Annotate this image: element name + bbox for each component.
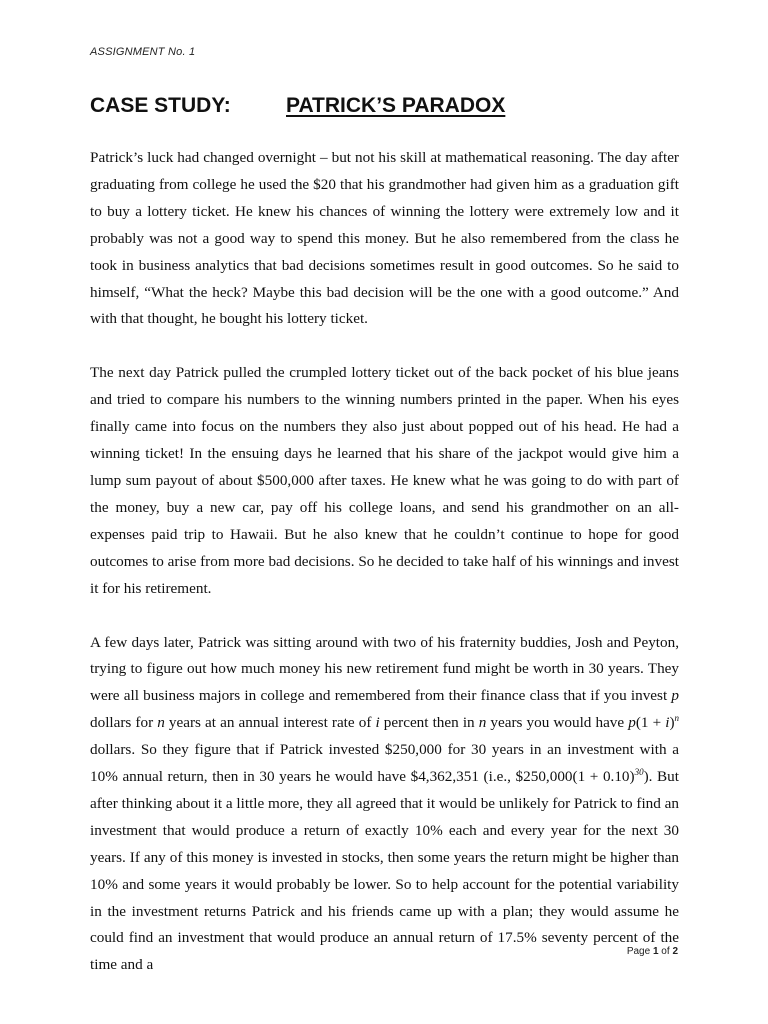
title-row <box>90 94 690 124</box>
case-study-heading: CASE STUDY: <box>90 94 231 117</box>
exponent-30: 30 <box>634 767 644 778</box>
p3-text: years at an annual interest rate of <box>164 714 376 732</box>
formula-var-i: i <box>665 714 670 732</box>
formula-exponent-n: n <box>674 713 680 724</box>
page-number: Page 1 of 2 <box>626 946 678 957</box>
p3-text: percent then in <box>379 714 479 732</box>
paragraph-2: The next day Patrick pulled the crumpled lottery ticket out of the back pocket of his blue jeans and tried to compare his numbers to the winning numbers printed in the paper. When his eyes finally came into focus on the numbers they also just about popped out of his head. He had a winning ticket! In the ensuing days he learned that his share of the jackpot would give him a lump sum payout of about $500,000 after taxes. He knew what he was going to do with part of the money, buy a new car, pay off his college loans, and send his grandmother on an all-expenses paid trip to Hawaii. But he also knew that he couldn’t continue to hope for good outcomes to arise from more bad decisions. So he decided to take half of his winnings and invest it for his retirement. <box>90 364 679 597</box>
formula-var-p: p <box>628 714 636 732</box>
p3-text: A few days later, Patrick was sitting around with two of his fraternity buddies, Josh and Peyton, trying to figure out how much money his new retirement fund might be worth in 30 years. They were all business majors in college and remembered from their finance class that if you invest <box>90 633 679 705</box>
p3-text: dollars for <box>90 714 158 732</box>
case-study-title: PATRICK’S PARADOX <box>286 94 506 117</box>
total-pages: 2 <box>672 946 678 957</box>
formula-text: (1 + <box>635 714 666 732</box>
var-i: i <box>375 714 380 732</box>
current-page: 1 <box>652 946 659 957</box>
formula-text: ) <box>669 714 675 732</box>
paragraph-1: Patrick’s luck had changed overnight – but not his skill at mathematical reasoning. The day after graduating from college he used the $20 that his grandmother had given him as a graduation gift to buy a lottery ticket. He knew his chances of winning the lottery were extremely low and it probably was not a good way to spend this money. But he also remembered from the class he took in business analytics that bad decisions sometimes result in good outcomes. So he said to himself, “What the heck? Maybe this bad decision will be the one with a good outcome.” And with that thought, he bought his lottery ticket. <box>90 149 679 328</box>
p3-text: ). But after thinking about it a little more, they all agreed that it would be unlikely for Patrick to find an investment that would produce a return of exactly 10% each and every year for the next 30 years. If any of this money is invested in stocks, then some years the return might be higher than 10% and some years it would probably be lower. So to help account for the potential variability in the investment returns Patrick and his friends came up with a plan; they would assume he could find an investment that would produce an annual return of 17.5% seventy percent of the time and a <box>90 768 679 974</box>
p3-text: years you would have <box>486 714 629 732</box>
var-p: p <box>671 687 679 705</box>
p3-text: dollars. So they figure that if Patrick invested $250,000 for 30 years in an investment with a 10% annual return, then in 30 years he would have $4,362,351 (i.e., $250,000(1 + 0.10) <box>90 741 679 786</box>
paragraph-3 <box>90 630 679 980</box>
var-n: n <box>478 714 487 732</box>
body-text <box>90 145 679 979</box>
var-n: n <box>157 714 165 732</box>
assignment-label: ASSIGNMENT No. 1 <box>90 46 196 58</box>
